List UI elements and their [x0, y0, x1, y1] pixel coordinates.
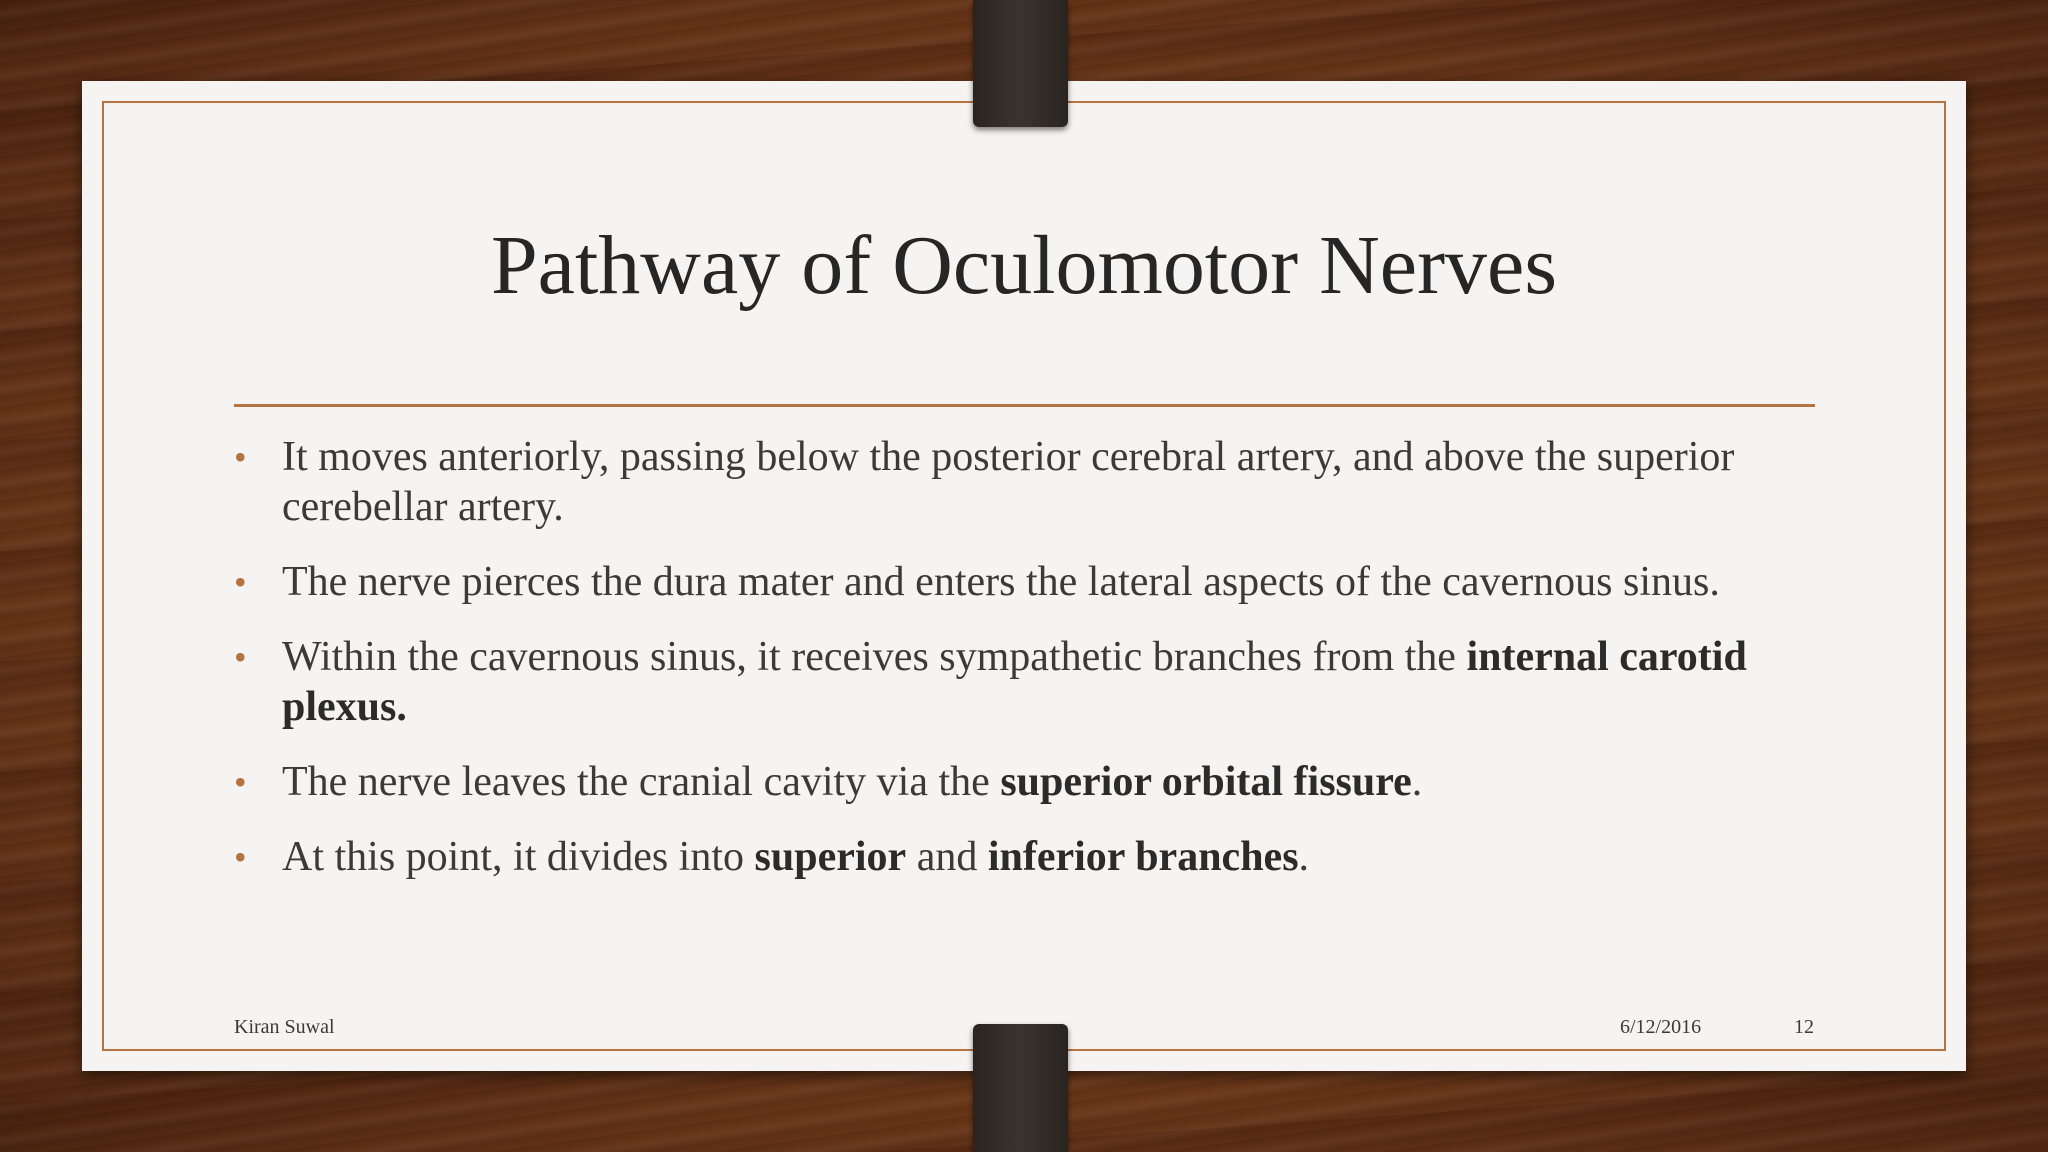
slide-title: Pathway of Oculomotor Nerves [490, 219, 1558, 312]
bullet-item [234, 757, 1794, 807]
bullet-dot-icon: • [234, 562, 247, 602]
top-binder-clip [973, 0, 1068, 127]
footer-date: 6/12/2016 [1620, 1016, 1702, 1038]
bullet-dot-icon: • [234, 637, 247, 677]
footer-page-number: 12 [1794, 1016, 1814, 1038]
bullet-dot-icon: • [234, 837, 247, 877]
bullet-text: . [1411, 759, 1423, 805]
bullet-dot-icon: • [234, 762, 247, 802]
bullet-text-bold: inferior branches [987, 834, 1299, 880]
bullet-list [234, 432, 1794, 907]
bullet-text: At this point, it divides into [282, 834, 755, 880]
bullet-text: Within the cavernous sinus, it receives sympathetic branches from the [282, 634, 1467, 680]
bullet-text-bold: superior orbital fissure [1000, 759, 1412, 805]
bullet-item [234, 432, 1794, 532]
bullet-text: and [906, 834, 988, 880]
bullet-text: The nerve pierces the dura mater and enters the lateral aspects of the cavernous sinus. [282, 559, 1720, 605]
bullet-item [234, 557, 1794, 607]
bottom-binder-clip [973, 1024, 1068, 1152]
bullet-item [234, 832, 1794, 882]
bullet-text-bold: internal carotid plexus. [282, 634, 1747, 730]
bullet-text: It moves anteriorly, passing below the posterior cerebral artery, and above the superior cerebellar artery. [282, 434, 1735, 530]
footer-author: Kiran Suwal [234, 1016, 335, 1038]
title-divider [234, 404, 1815, 407]
bullet-text: The nerve leaves the cranial cavity via the [282, 759, 1001, 805]
bullet-item [234, 632, 1794, 732]
bullet-text: . [1298, 834, 1310, 880]
bullet-text-bold: superior [754, 834, 907, 880]
bullet-dot-icon: • [234, 437, 247, 477]
